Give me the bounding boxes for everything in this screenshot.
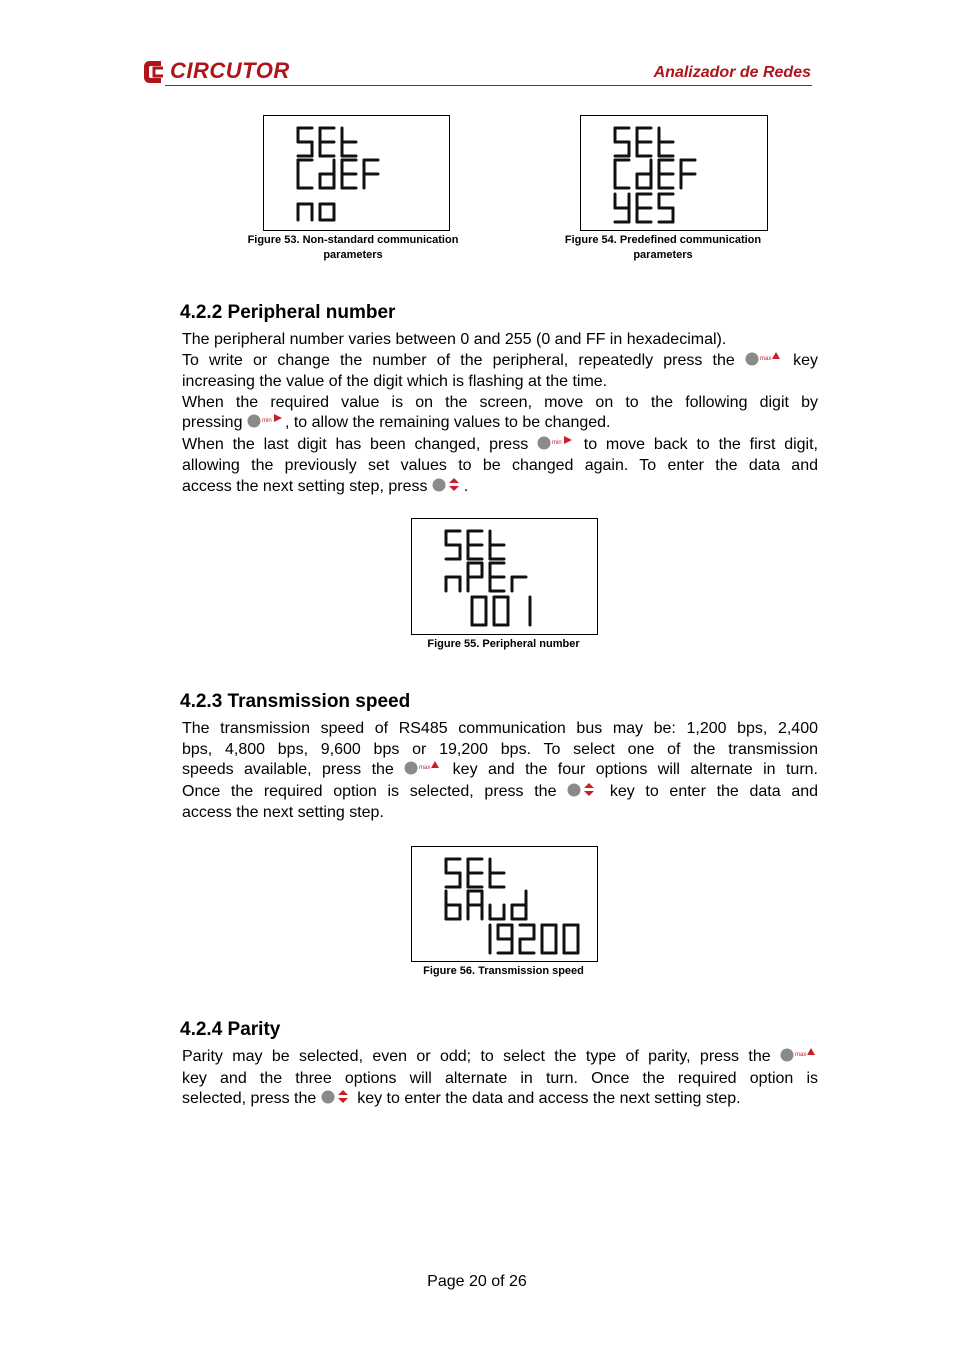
lcd-digit	[681, 160, 695, 188]
section-4-2-2-title: 4.2.2 Peripheral number	[180, 302, 396, 323]
lcd-digit	[615, 128, 629, 156]
max-up-key-icon	[780, 1047, 818, 1069]
lcd-digit	[659, 160, 673, 188]
lcd-digit	[637, 194, 651, 222]
enter-key-icon	[321, 1089, 353, 1111]
lcd-digit	[446, 531, 460, 559]
min-right-key-icon	[247, 413, 285, 435]
lcd-digit	[564, 925, 578, 953]
svg-text:max: max	[759, 355, 772, 362]
lcd-digit	[468, 531, 482, 559]
svg-text:max: max	[419, 765, 431, 771]
section-4-2-3-title: 4.2.3 Transmission speed	[180, 691, 411, 712]
section-4-2-3-body: The transmission speed of RS485 communication bus may be: 1,200 bps, 2,400 bps, 4,800 bps, 9,600 bps or 19,200 bps. To select one of the transmission speeds available, press the max key and the four options will alternate in turn. Once the required option is selected, press the key to enter the data and access the next setting step.	[182, 720, 819, 821]
enter-key-icon	[432, 477, 464, 499]
lcd-digit	[468, 563, 482, 591]
lcd-digit	[468, 891, 482, 919]
lcd-digit	[298, 204, 312, 220]
lcd-digit	[298, 128, 312, 156]
lcd-digit	[637, 160, 651, 188]
header-divider	[165, 85, 812, 86]
lcd-digit	[615, 160, 629, 188]
lcd-digit	[446, 859, 460, 887]
lcd-digit	[320, 204, 334, 220]
lcd-digit	[468, 859, 482, 887]
lcd-digit	[512, 891, 526, 919]
logo-text: CIRCUTOR	[170, 58, 290, 83]
lcd-digit	[446, 891, 460, 919]
lcd-digit	[342, 160, 356, 188]
min-right-key-icon	[537, 435, 575, 457]
lcd-figure-54	[580, 115, 768, 231]
lcd-digit	[542, 925, 556, 953]
lcd-digit	[490, 563, 504, 591]
lcd-digit	[659, 128, 673, 156]
lcd-digit	[446, 577, 460, 591]
section-4-2-2-body: The peripheral number varies between 0 and 255 (0 and FF in hexadecimal). To write or change the number of the peripheral, repeatedly press the max key increasing the value of the digit which is flashing at the time. When the required value is on the screen, move on to the following digit by pressing min , to allow the remaining values to be changed. When the last digit has been changed, press min to move back to the first digit, allowing the previously set values to be changed again. To enter the data and access the next setting step, press .	[182, 330, 818, 498]
section-4-2-4-title: 4.2.4 Parity	[180, 1019, 281, 1040]
lcd-digit	[320, 160, 334, 188]
lcd-digit	[520, 925, 534, 953]
lcd-digit	[298, 160, 312, 188]
lcd-figure-53	[263, 115, 450, 231]
lcd-digit	[364, 160, 378, 188]
figure-54-caption: Figure 54. Predefined communication parameters	[564, 234, 762, 261]
lcd-figure-55	[411, 518, 598, 635]
section-4-2-4-body: Parity may be selected, even or odd; to select the type of parity, press the max key and the three options will alternate in turn. Once the required option is selected, press the key to enter the data and access the next setting step.	[182, 1047, 818, 1111]
lcd-figure-56	[411, 846, 598, 962]
lcd-digit	[490, 531, 504, 559]
circutor-logo-icon	[141, 58, 167, 86]
enter-key-icon	[567, 782, 599, 804]
lcd-digit	[490, 859, 504, 887]
figure-56-caption: Figure 56. Transmission speed	[423, 965, 584, 977]
lcd-digit	[659, 194, 673, 222]
figure-53-caption: Figure 53. Non-standard communication parameters	[247, 234, 459, 261]
max-up-key-icon	[404, 760, 442, 782]
lcd-digit	[498, 925, 512, 953]
max-up-key-icon	[745, 351, 783, 373]
lcd-digit	[512, 577, 526, 591]
lcd-digit	[342, 128, 356, 156]
lcd-digit	[494, 597, 508, 625]
svg-text:min: min	[261, 418, 272, 424]
lcd-digit	[637, 128, 651, 156]
document-title: Analizador de Redes	[653, 64, 811, 81]
page-number: Page 20 of 26	[427, 1273, 527, 1290]
svg-text:min: min	[552, 439, 562, 446]
lcd-digit	[490, 905, 504, 919]
svg-text:max: max	[795, 1052, 807, 1058]
lcd-digit	[320, 128, 334, 156]
lcd-digit	[615, 194, 629, 222]
lcd-digit	[472, 597, 486, 625]
figure-55-caption: Figure 55. Peripheral number	[427, 638, 580, 650]
